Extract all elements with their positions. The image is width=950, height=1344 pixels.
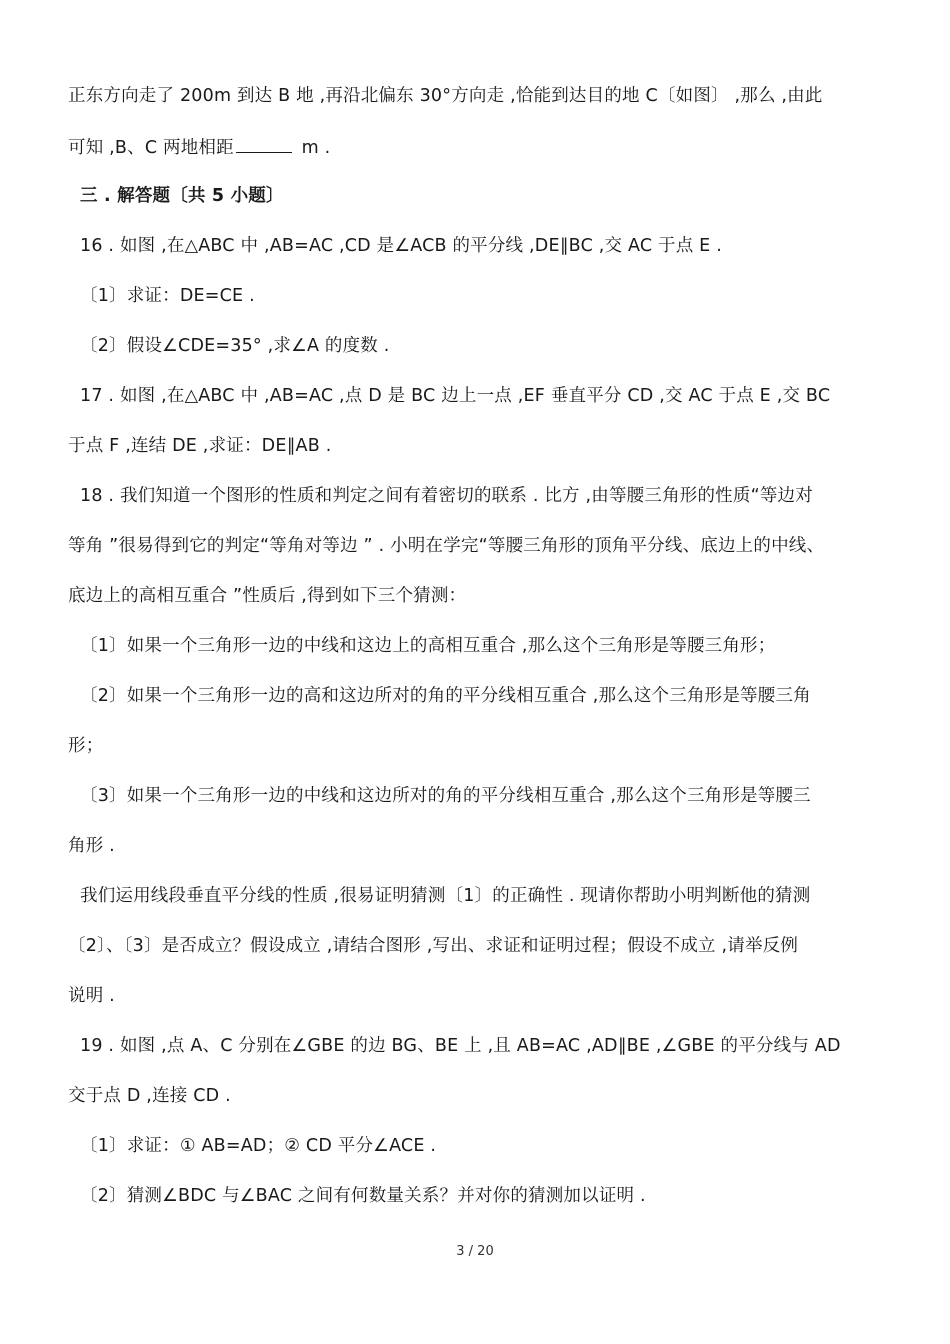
page-number: 3 / 20 — [456, 1244, 494, 1259]
problem-18-conjecture-3-cont: 角形 . — [68, 836, 115, 856]
problem-16-stem: 16 . 如图 ,在△ABC 中 ,AB=AC ,CD 是∠ACB 的平分线 ,DE∥BC ,交 AC 于点 E . — [80, 236, 722, 256]
problem-18-conjecture-1: 〔1〕如果一个三角形一边的中线和这边上的高相互重合 ,那么这个三角形是等腰三角形； — [80, 636, 776, 656]
problem-15-line-2 — [68, 134, 898, 160]
problem-18-conjecture-2-cont: 形； — [68, 736, 104, 756]
problem-16-part-1: 〔1〕求证：DE=CE . — [80, 286, 255, 306]
problem-18-line-3: 底边上的高相互重合 ”性质后 ,得到如下三个猜测： — [68, 586, 467, 606]
problem-16-part-2: 〔2〕假设∠CDE=35° ,求∠A 的度数 . — [80, 336, 390, 356]
problem-18-conjecture-3: 〔3〕如果一个三角形一边的中线和这边所对的角的平分线相互重合 ,那么这个三角形是等腰三 — [80, 786, 811, 806]
problem-18-line-2: 等角 ”很易得到它的判定“等角对等边 ” . 小明在学完“等腰三角形的顶角平分线、底边上的中线、 — [68, 536, 825, 556]
problem-19-part-2: 〔2〕猜测∠BDC 与∠BAC 之间有何数量关系？并对你的猜测加以证明 . — [80, 1186, 646, 1206]
problem-18-conjecture-2: 〔2〕如果一个三角形一边的高和这边所对的角的平分线相互重合 ,那么这个三角形是等腰三角 — [80, 686, 811, 706]
problem-19-line-2: 交于点 D ,连接 CD . — [68, 1086, 231, 1106]
problem-19-line-1: 19 . 如图 ,点 A、C 分别在∠GBE 的边 BG、BE 上 ,且 AB=AC ,AD∥BE ,∠GBE 的平分线与 AD — [80, 1036, 841, 1056]
problem-18-task-line-1: 我们运用线段垂直平分线的性质 ,很易证明猜测〔1〕的正确性 . 现请你帮助小明判断他的猜测 — [80, 886, 811, 906]
problem-15-text: 可知 ,B、C 两地相距 — [68, 138, 234, 158]
problem-18-task-line-2: 〔2〕、〔3〕是否成立？假设成立 ,请结合图形 ,写出、求证和证明过程；假设不成立 ,请举反例 — [68, 936, 799, 956]
problem-17-line-1: 17 . 如图 ,在△ABC 中 ,AB=AC ,点 D 是 BC 边上一点 ,EF 垂直平分 CD ,交 AC 于点 E ,交 BC — [80, 386, 831, 406]
answer-blank — [236, 134, 292, 153]
problem-15-unit: m . — [295, 138, 331, 158]
problem-19-part-1: 〔1〕求证：① AB=AD；② CD 平分∠ACE . — [80, 1136, 437, 1156]
problem-18-task-line-3: 说明 . — [68, 986, 115, 1006]
problem-17-line-2: 于点 F ,连结 DE ,求证：DE∥AB . — [68, 436, 332, 456]
problem-15-line-1: 正东方向走了 200m 到达 B 地 ,再沿北偏东 30°方向走 ,恰能到达目的地 C〔如图〕 ,那么 ,由此 — [68, 86, 823, 106]
problem-18-line-1: 18 . 我们知道一个图形的性质和判定之间有着密切的联系 . 比方 ,由等腰三角形的性质“等边对 — [80, 486, 813, 506]
section-heading: 三 . 解答题〔共 5 小题〕 — [80, 186, 284, 206]
